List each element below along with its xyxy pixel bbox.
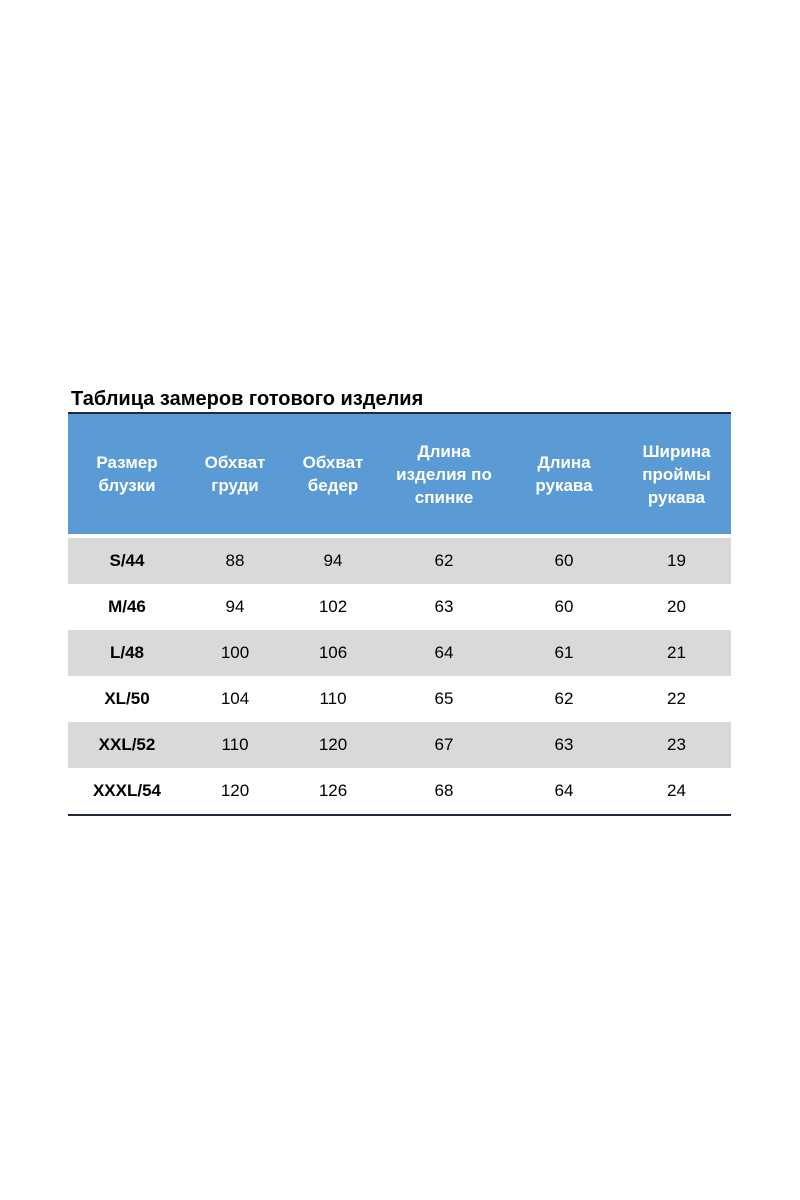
chest-cell: 104 — [220, 689, 250, 708]
sleeve-length-cell: 64 — [554, 781, 574, 800]
header-blouse-size: Размер блузки — [68, 413, 186, 534]
table-row — [68, 630, 731, 676]
table-title: Таблица замеров готового изделия — [71, 388, 424, 410]
size-cell: XL/50 — [104, 689, 150, 708]
size-cell: M/46 — [108, 597, 146, 616]
size-cell: XXXL/54 — [92, 781, 162, 800]
header-chest-girth: Обхват груди — [186, 413, 284, 534]
back-length-cell: 64 — [382, 630, 506, 676]
back-length-cell: 68 — [434, 781, 454, 800]
chest-cell: 88 — [186, 538, 284, 584]
size-cell: XXL/52 — [68, 722, 186, 768]
header-sleeve-length: Длина рукава — [506, 413, 622, 534]
header-back-length: Длина изделия по спинке — [382, 413, 506, 534]
hip-cell: 126 — [318, 781, 348, 800]
hip-cell: 106 — [284, 630, 382, 676]
back-length-cell: 65 — [434, 689, 454, 708]
sleeve-length-cell: 60 — [506, 538, 622, 584]
table-row — [68, 722, 731, 768]
size-cell: L/48 — [68, 630, 186, 676]
table-row — [68, 538, 731, 584]
sleeve-length-cell: 63 — [506, 722, 622, 768]
hip-cell: 110 — [319, 689, 347, 708]
chest-cell: 120 — [220, 781, 250, 800]
armhole-width-cell: 19 — [622, 538, 731, 584]
hip-cell: 120 — [284, 722, 382, 768]
armhole-width-cell: 21 — [622, 630, 731, 676]
chest-cell: 100 — [186, 630, 284, 676]
size-cell: S/44 — [68, 538, 186, 584]
size-measurement-table — [68, 412, 731, 816]
armhole-width-cell: 24 — [667, 781, 686, 800]
hip-cell: 102 — [318, 597, 348, 616]
armhole-width-cell: 22 — [667, 689, 686, 708]
sleeve-length-cell: 62 — [554, 689, 574, 708]
back-length-cell: 63 — [434, 597, 454, 616]
table-header-row — [68, 413, 731, 534]
table-row — [68, 584, 731, 630]
table-row — [68, 768, 731, 815]
armhole-width-cell: 23 — [622, 722, 731, 768]
hip-cell: 94 — [284, 538, 382, 584]
armhole-width-cell: 20 — [667, 597, 686, 616]
table-row — [68, 676, 731, 722]
sleeve-length-cell: 60 — [554, 597, 574, 616]
sleeve-length-cell: 61 — [506, 630, 622, 676]
chest-cell: 94 — [225, 597, 245, 616]
header-armhole-width: Ширина проймы рукава — [622, 413, 731, 534]
back-length-cell: 62 — [382, 538, 506, 584]
chest-cell: 110 — [186, 722, 284, 768]
header-hip-girth: Обхват бедер — [284, 413, 382, 534]
back-length-cell: 67 — [382, 722, 506, 768]
